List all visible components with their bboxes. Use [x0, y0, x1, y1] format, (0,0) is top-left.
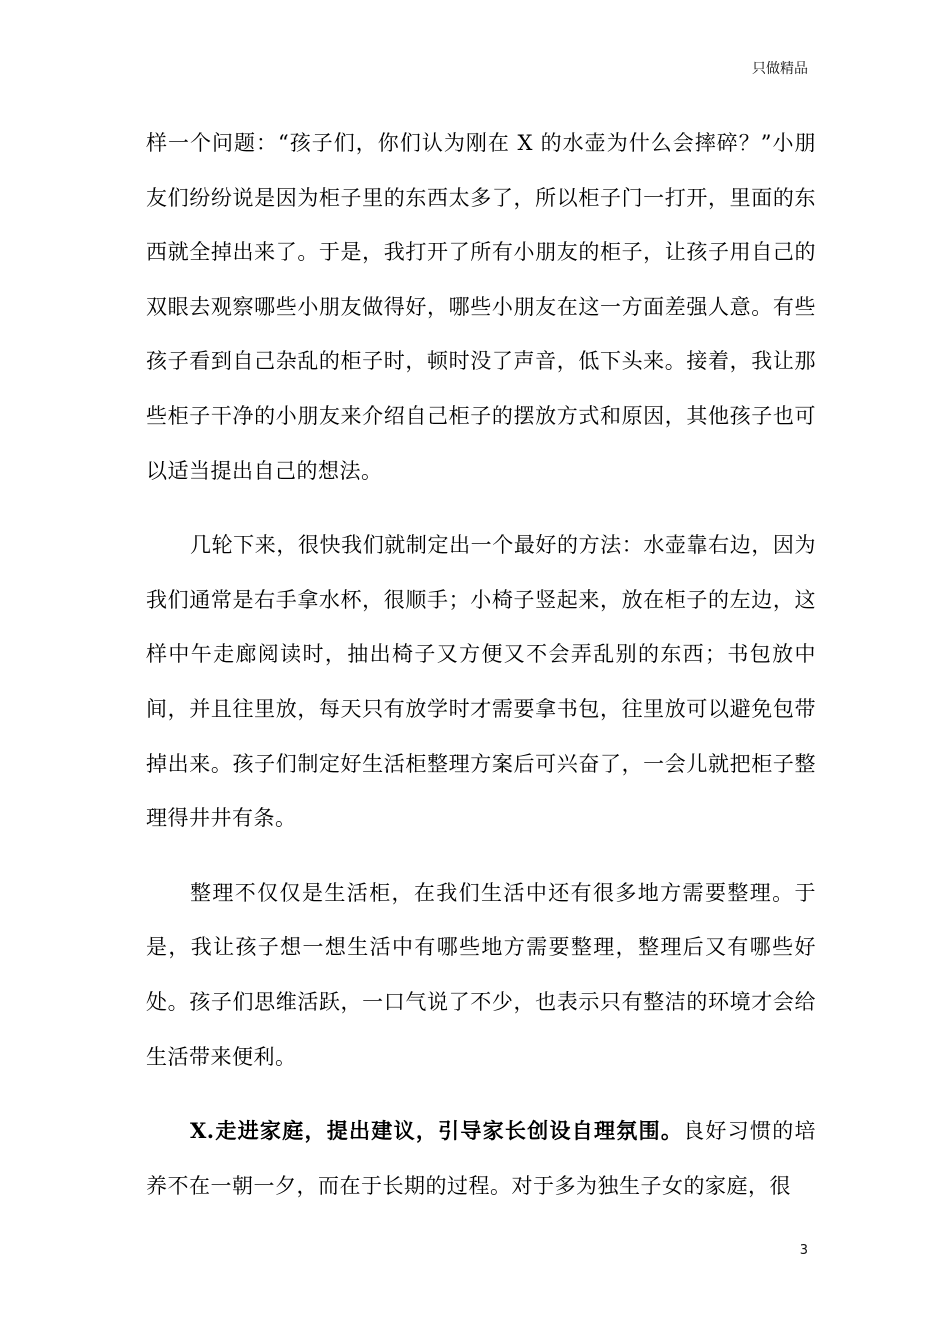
paragraph-gap — [146, 498, 816, 518]
section-heading: X.走进家庭，提出建议，引导家长创设自理氛围。 — [190, 1118, 684, 1144]
paragraph-organizing: 整理不仅仅是生活柜，在我们生活中还有很多地方需要整理。于是，我让孩子想一想生活中有哪些地方需要整理，整理后又有哪些好处。孩子们思维活跃，一口气说了不少，也表示只有整洁的环境才会给生活带来便利。 — [146, 880, 816, 1069]
paragraph-continuation: 样一个问题：“孩子们，你们认为刚在 X 的水壶为什么会摔碎？”小朋友们纷纷说是因为柜子里的东西太多了，所以柜子门一打开，里面的东西就全掉出来了。于是，我打开了所有小朋友的柜子，让孩子用自己的双眼去观察哪些小朋友做得好，哪些小朋友在这一方面差强人意。有些孩子看到自己杂乱的柜子时，顿时没了声音，低下头来。接着，我让那些柜子干净的小朋友来介绍自己柜子的摆放方式和原因，其他孩子也可以适当提出自己的想法。 — [146, 131, 816, 483]
page-header: 只做精品 — [752, 61, 808, 77]
document-body — [146, 116, 816, 1213]
paragraph-family — [146, 1104, 816, 1213]
paragraph-method: 几轮下来，很快我们就制定出一个最好的方法：水壶靠右边，因为我们通常是右手拿水杯，很顺手；小椅子竖起来，放在柜子的左边，这样中午走廊阅读时，抽出椅子又方便又不会弄乱别的东西；书包放中间，并且往里放，每天只有放学时才需要拿书包，往里放可以避免包带掉出来。孩子们制定好生活柜整理方案后可兴奋了，一会儿就把柜子整理得井井有条。 — [146, 533, 816, 831]
paragraph-gap — [146, 1084, 816, 1104]
paragraph-family-text: 良好习惯的培养不在一朝一夕，而在于长期的过程。对于多为独生子女的家庭，很 — [146, 1119, 816, 1198]
paragraph-gap — [146, 846, 816, 866]
page-number: 3 — [799, 1243, 808, 1258]
